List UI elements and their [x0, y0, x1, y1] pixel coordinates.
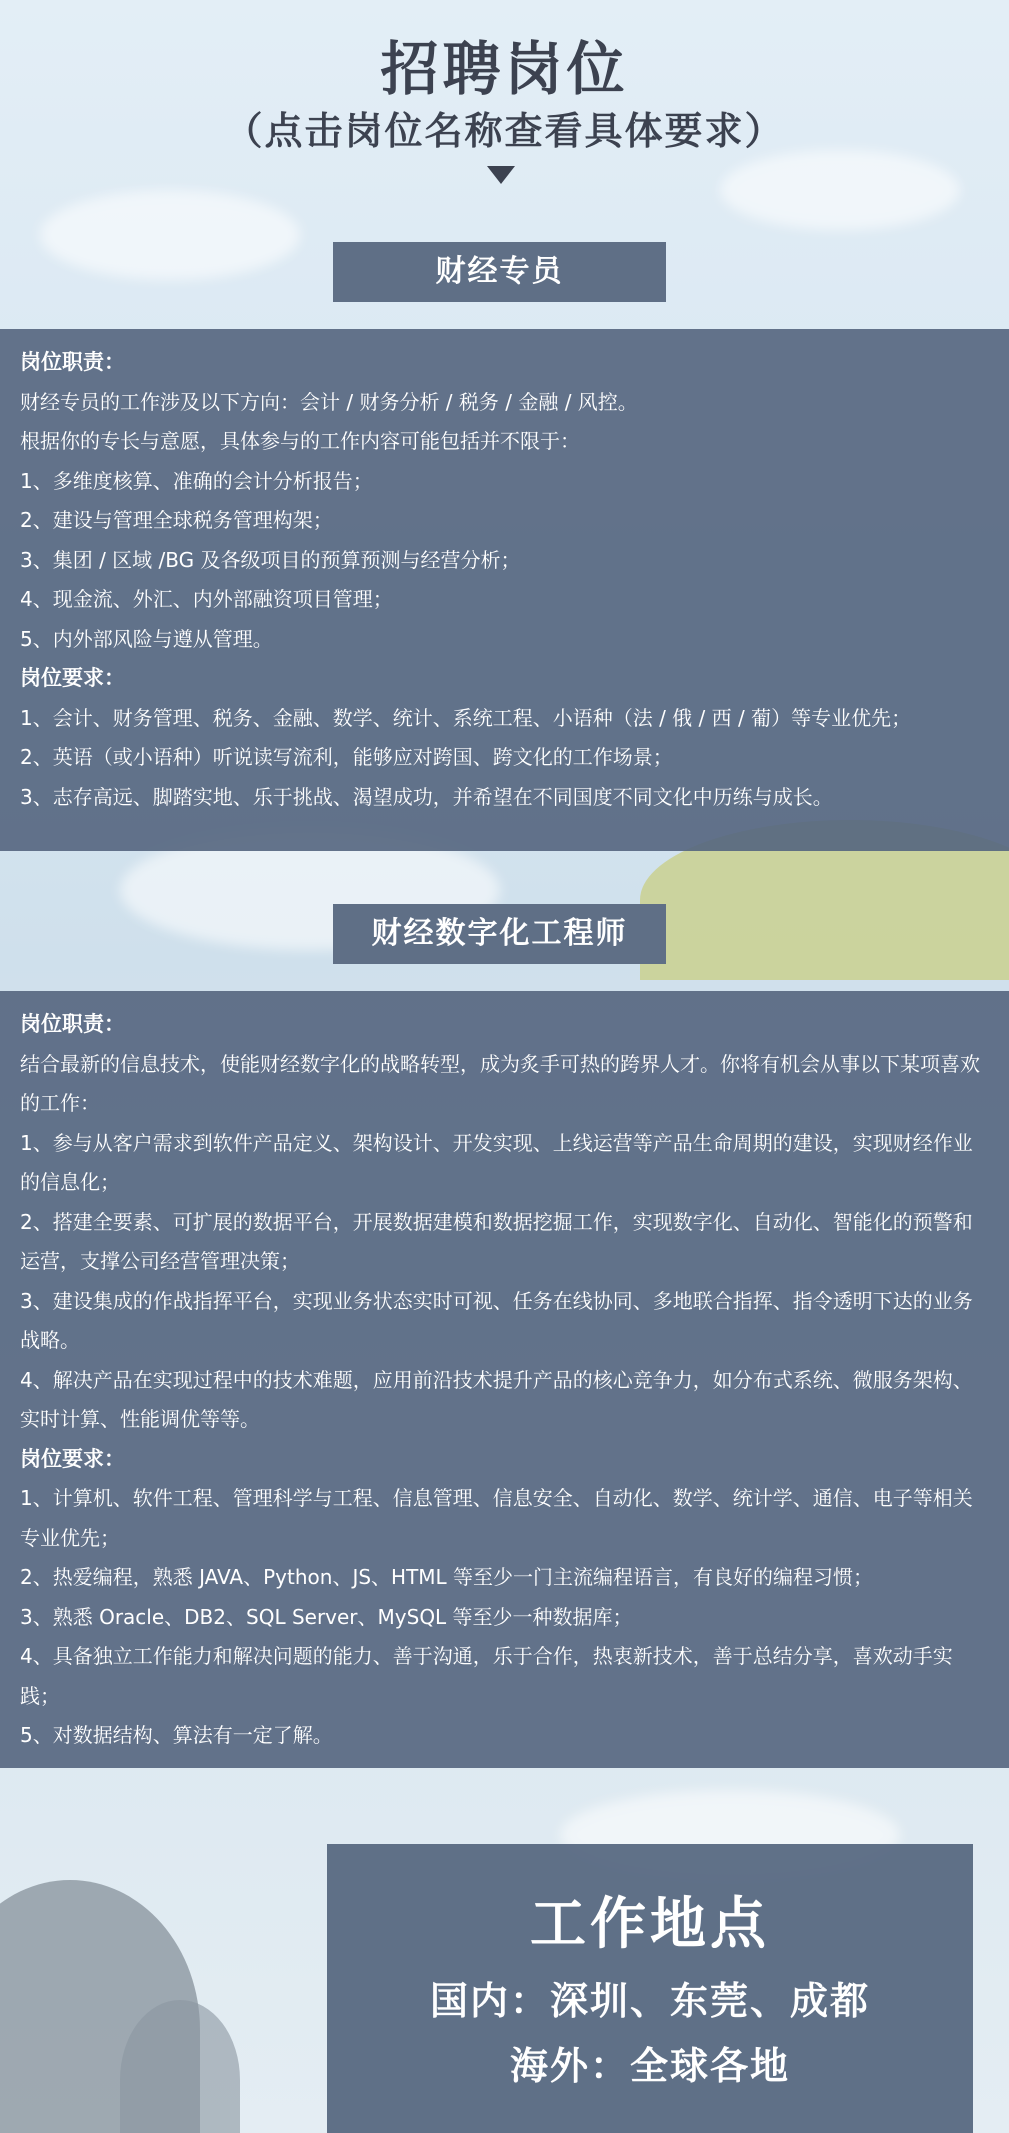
duty-line: 2、建设与管理全球税务管理构架；	[20, 508, 333, 532]
requirement-line: 3、志存高远、脚踏实地、乐于挑战、渴望成功，并希望在不同国度不同文化中历练与成长。	[20, 784, 833, 809]
duty-line: 结合最新的信息技术，使能财经数字化的战略转型，成为炙手可热的跨界人才。你将有机会从事以下某项喜欢的工作：	[20, 1051, 980, 1115]
job-panel-finance-digital-engineer	[0, 991, 1009, 1768]
duty-line: 4、解决产品在实现过程中的技术难题，应用前沿技术提升产品的核心竞争力，如分布式系统、微服务架构、实时计算、性能调优等等。	[20, 1367, 973, 1431]
duty-line: 3、建设集成的作战指挥平台，实现业务状态实时可视、任务在线协同、多地联合指挥、指令透明下达的业务战略。	[20, 1288, 973, 1352]
requirements-heading: 岗位要求：	[20, 1446, 125, 1471]
duty-line: 2、搭建全要素、可扩展的数据平台，开展数据建模和数据挖掘工作，实现数字化、自动化、智能化的预警和运营，支撑公司经营管理决策；	[20, 1209, 973, 1273]
cloud	[40, 190, 300, 280]
work-location-overseas: 海外：全球各地	[509, 2044, 790, 2088]
duties-heading: 岗位职责：	[20, 1012, 125, 1036]
duty-line: 1、多维度核算、准确的会计分析报告；	[20, 468, 373, 493]
work-location-title: 工作地点	[530, 1892, 770, 1957]
duty-line: 根据你的专长与意愿，具体参与的工作内容可能包括并不限于：	[20, 429, 580, 453]
duty-line: 1、参与从客户需求到软件产品定义、架构设计、开发实现、上线运营等产品生命周期的建设，实现财经作业的信息化；	[20, 1130, 973, 1194]
requirement-line: 1、会计、财务管理、税务、金融、数学、统计、系统工程、小语种（法 / 俄 / 西 / 葡）等专业优先；	[20, 705, 912, 730]
job-title-finance-specialist[interactable]: 财经专员	[333, 242, 666, 302]
job-title-finance-digital-engineer[interactable]: 财经数字化工程师	[333, 904, 666, 964]
page-subtitle: （点击岗位名称查看具体要求）	[224, 109, 785, 153]
requirements-heading: 岗位要求：	[20, 666, 125, 690]
duty-line: 4、现金流、外汇、内外部融资项目管理；	[20, 587, 393, 611]
requirement-line: 5、对数据结构、算法有一定了解。	[20, 1723, 333, 1747]
requirement-line: 3、熟悉 Oracle、DB2、SQL Server、MySQL 等至少一种数据库；	[20, 1604, 633, 1629]
requirement-line: 2、英语（或小语种）听说读写流利，能够应对跨国、跨文化的工作场景；	[20, 745, 673, 769]
duty-line: 5、内外部风险与遵从管理。	[20, 626, 273, 651]
work-location-box	[327, 1844, 973, 2133]
triangle-down-icon	[487, 166, 515, 184]
requirement-line: 1、计算机、软件工程、管理科学与工程、信息管理、信息安全、自动化、数学、统计学、通信、电子等相关专业优先；	[20, 1486, 973, 1550]
requirement-line: 2、热爱编程，熟悉 JAVA、Python、JS、HTML 等至少一门主流编程语言，有良好的编程习惯；	[20, 1565, 874, 1589]
work-location-domestic: 国内：深圳、东莞、成都	[429, 1979, 870, 2023]
duties-heading: 岗位职责：	[20, 350, 125, 374]
requirement-line: 4、具备独立工作能力和解决问题的能力、善于沟通，乐于合作，热衷新技术，善于总结分享，喜欢动手实践；	[20, 1644, 953, 1708]
page-title: 招聘岗位	[380, 35, 629, 103]
duty-line: 3、集团 / 区域 /BG 及各级项目的预算预测与经营分析；	[20, 547, 521, 572]
duty-line: 财经专员的工作涉及以下方向：会计 / 财务分析 / 税务 / 金融 / 风控。	[20, 389, 638, 414]
cloud	[720, 150, 960, 230]
job-panel-finance-specialist	[0, 329, 1009, 851]
